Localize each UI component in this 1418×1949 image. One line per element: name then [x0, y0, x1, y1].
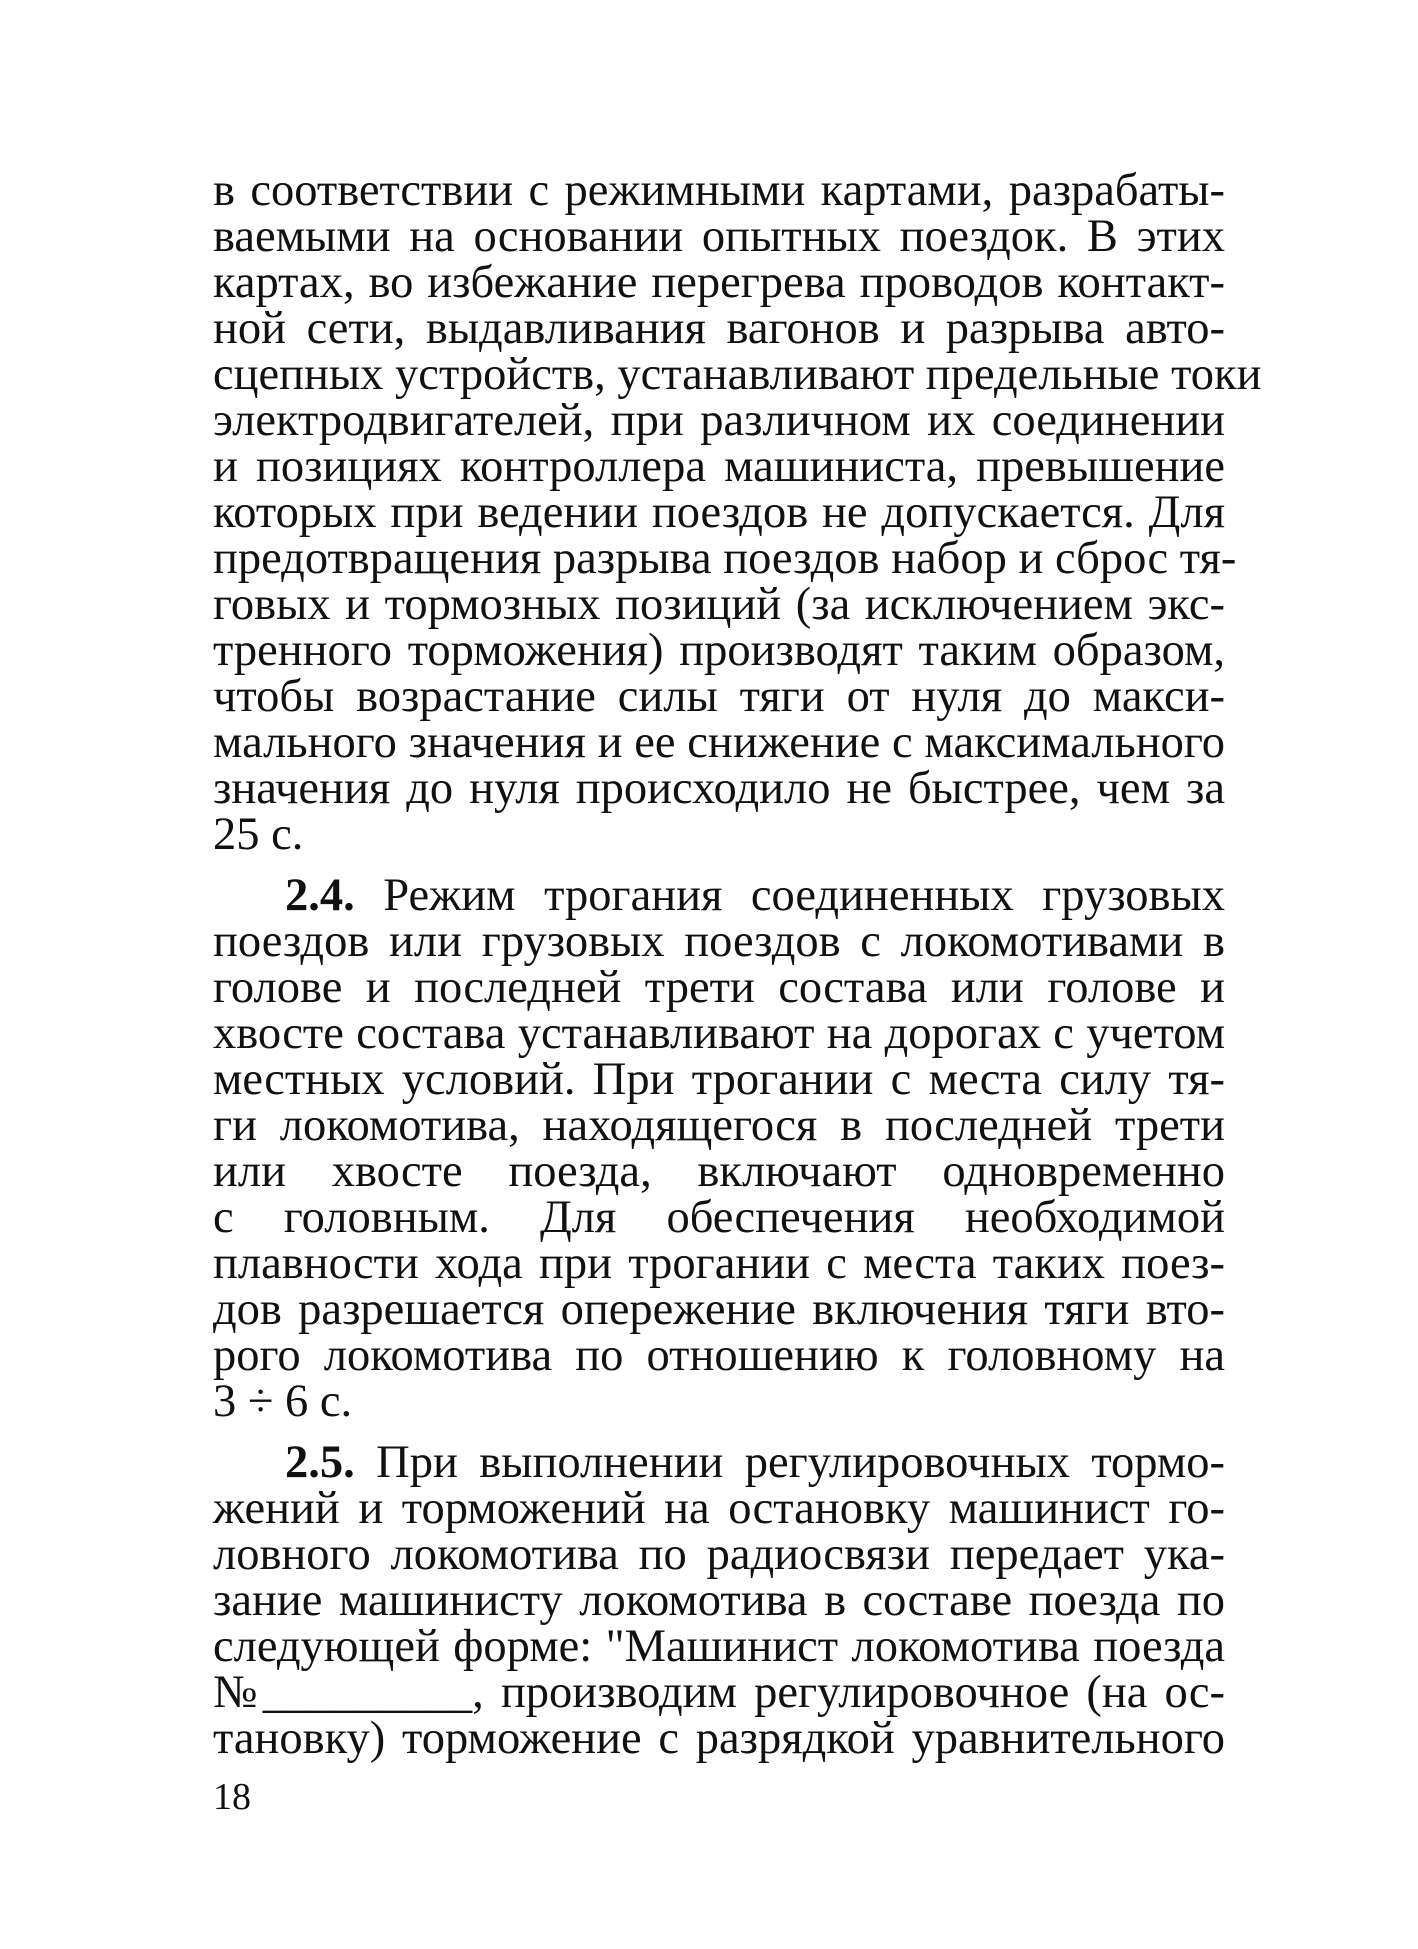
text-line: следующей форме: "Машинист локомотива поезда [213, 1621, 1225, 1672]
text-line: хвосте состава устанавливают на дорогах с учетом [213, 1008, 1225, 1059]
text-line: дов разрешается опережение включения тяги вто- [213, 1284, 1225, 1335]
paragraph-2-4 [213, 870, 1225, 1427]
text-line-first [213, 1437, 1225, 1488]
text-line: ги локомотива, находящегося в последней трети [213, 1100, 1225, 1151]
paragraph-2-5 [213, 1437, 1225, 1764]
text-line: плавности хода при трогании с места таких поез- [213, 1238, 1225, 1289]
text-line: или хвосте поезда, включают одновременно [213, 1146, 1225, 1197]
text-line: значения до нуля происходило не быстрее, чем за [213, 763, 1225, 814]
text-line: и позициях контроллера машиниста, превышение [213, 441, 1225, 492]
text-line-first [213, 870, 1225, 921]
text-line: которых при ведении поездов не допускается. Для [213, 487, 1225, 538]
paragraph [213, 165, 1262, 860]
text-line: тренного торможения) производят таким образом, [213, 625, 1225, 676]
text-line: местных условий. При трогании с места силу тя- [213, 1054, 1225, 1105]
text-line: говых и тормозных позиций (за исключением экс- [213, 579, 1225, 630]
text-line: предотвращения разрыва поездов набор и сброс тя- [213, 533, 1237, 584]
text-line: ловного локомотива по радиосвязи передает ука- [213, 1529, 1225, 1580]
text-line: №_________, производим регулировочное (на ос- [213, 1667, 1225, 1718]
text-line: 3 ÷ 6 с. [213, 1376, 353, 1427]
text-line: голове и последней трети состава или голове и [213, 962, 1225, 1013]
text-line: электродвигателей, при различном их соединении [213, 395, 1225, 446]
text-fragment: При выполнении регулировочных тормо- [354, 1437, 1225, 1488]
text-line: ваемыми на основании опытных поездок. В этих [213, 211, 1225, 262]
text-line: зание машинисту локомотива в составе поезда по [213, 1575, 1225, 1626]
text-line: чтобы возрастание силы тяги от нуля до макси- [213, 671, 1225, 722]
text-line: в соответствии с режимными картами, разрабаты- [213, 165, 1225, 216]
text-line: картах, во избежание перегрева проводов контакт- [213, 257, 1225, 308]
text-line: жений и торможений на остановку машинист го- [213, 1483, 1225, 1534]
text-line: мального значения и ее снижение с максимального [213, 717, 1225, 768]
text-line: сцепных устройств, устанавливают предельные токи [213, 349, 1262, 400]
paragraph-number: 2.5. [285, 1437, 355, 1488]
paragraph-number: 2.4. [285, 870, 355, 921]
text-line: с головным. Для обеспечения необходимой [213, 1192, 1225, 1243]
body-text [213, 165, 1262, 1764]
text-line: 25 с. [213, 809, 304, 860]
text-line: поездов или грузовых поездов с локомотивами в [213, 916, 1225, 967]
text-line: тановку) торможение с разрядкой уравнительного [213, 1713, 1225, 1764]
text-fragment: Режим трогания соединенных грузовых [354, 870, 1225, 921]
text-line: ной сети, выдавливания вагонов и разрыва авто- [213, 303, 1225, 354]
page-number: 18 [213, 1776, 251, 1818]
text-line: рого локомотива по отношению к головному на [213, 1330, 1225, 1381]
